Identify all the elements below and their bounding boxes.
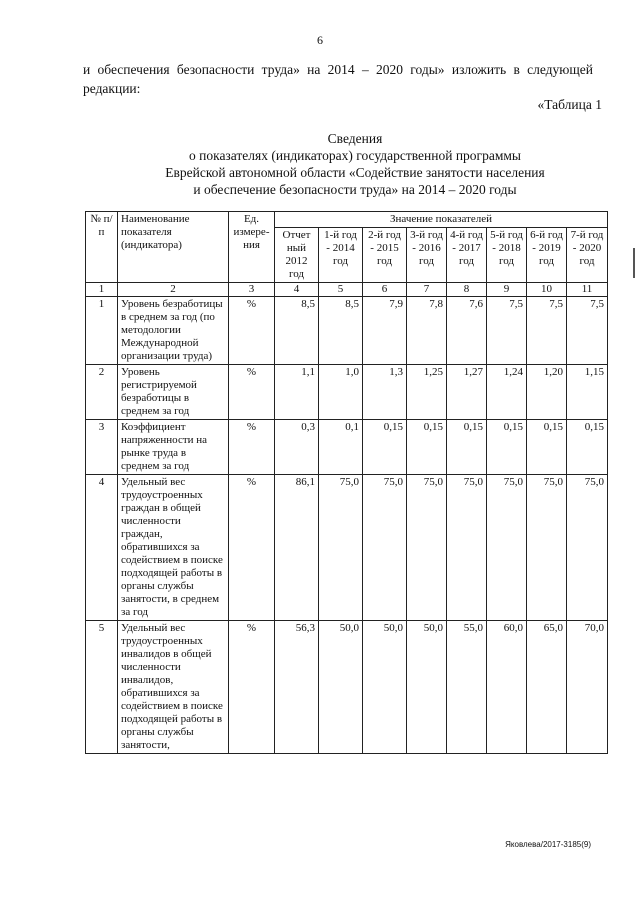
index-cell: 3 [229,283,275,297]
table-row [86,297,608,365]
row-indicator-name: Уровень регистрируемой безработицы в среднем за год [118,365,229,420]
row-value: 50,0 [319,621,363,754]
header-values-group: Значение показателей [275,212,608,228]
row-number: 3 [86,420,118,475]
row-unit: % [229,475,275,621]
row-value: 86,1 [275,475,319,621]
footer-code: Яковлева/2017-3185(9) [505,840,591,849]
row-value: 75,0 [319,475,363,621]
row-value: 1,27 [447,365,487,420]
heading-line-3: Еврейской автономной области «Содействие занятости населения [165,165,545,180]
row-value: 7,8 [407,297,447,365]
row-value: 7,9 [363,297,407,365]
header-year: 4-й год - 2017 год [447,228,487,283]
row-value: 75,0 [527,475,567,621]
row-unit: % [229,365,275,420]
index-cell: 1 [86,283,118,297]
heading-line-4: и обеспечение безопасности труда» на 2014 – 2020 годы [193,182,517,197]
row-value: 7,5 [567,297,608,365]
page-number: 6 [317,33,323,47]
row-value: 1,24 [487,365,527,420]
index-cell: 2 [118,283,229,297]
heading-line-1: Сведения [327,131,383,146]
intro-paragraph: и обеспечения безопасности труда» на 2014 – 2020 годы» изложить в следующей редакции: [83,62,593,96]
row-value: 7,5 [487,297,527,365]
row-value: 75,0 [407,475,447,621]
index-cell: 8 [447,283,487,297]
index-cell: 6 [363,283,407,297]
row-value: 1,20 [527,365,567,420]
row-indicator-name: Коэффициент напряженности на рынке труда в среднем за год [118,420,229,475]
row-value: 65,0 [527,621,567,754]
header-year: 1-й год - 2014 год [319,228,363,283]
heading-line-2: о показателях (индикаторах) государственной программы [188,148,521,163]
row-value: 56,3 [275,621,319,754]
table-index-row [86,283,608,297]
header-year: 7-й год - 2020 год [567,228,608,283]
header-year: 3-й год - 2016 год [407,228,447,283]
index-cell: 11 [567,283,608,297]
row-value: 70,0 [567,621,608,754]
row-value: 1,3 [363,365,407,420]
margin-mark [633,248,635,278]
table-reference: «Таблица 1 [537,97,602,112]
row-value: 1,15 [567,365,608,420]
indicators-table [85,211,608,754]
header-unit: Ед. измере-ния [229,212,275,283]
row-indicator-name: Удельный вес трудоустроенных инвалидов в общей численности инвалидов, обратившихся за содействием в поиске подходящей работы в органы службы занятости, [118,621,229,754]
index-cell: 4 [275,283,319,297]
index-cell: 9 [487,283,527,297]
row-value: 7,5 [527,297,567,365]
header-year: 2-й год - 2015 год [363,228,407,283]
row-value: 0,15 [567,420,608,475]
row-value: 50,0 [407,621,447,754]
row-value: 75,0 [447,475,487,621]
header-year: 6-й год - 2019 год [527,228,567,283]
row-value: 0,15 [487,420,527,475]
row-number: 1 [86,297,118,365]
row-value: 7,6 [447,297,487,365]
row-value: 1,1 [275,365,319,420]
row-value: 75,0 [363,475,407,621]
row-unit: % [229,297,275,365]
row-value: 0,15 [363,420,407,475]
row-value: 0,15 [527,420,567,475]
row-indicator-name: Уровень безработицы в среднем за год (по методологии Международной организации труда) [118,297,229,365]
row-value: 55,0 [447,621,487,754]
table-row [86,475,608,621]
document-heading [130,130,580,198]
row-indicator-name: Удельный вес трудоустроенных граждан в общей численности граждан, обратившихся за содействием в поиске подходящей работы в органы службы занятости, в среднем за год [118,475,229,621]
row-value: 8,5 [319,297,363,365]
row-unit: % [229,621,275,754]
index-cell: 10 [527,283,567,297]
row-value: 75,0 [487,475,527,621]
row-value: 60,0 [487,621,527,754]
row-value: 0,1 [319,420,363,475]
row-number: 2 [86,365,118,420]
row-value: 50,0 [363,621,407,754]
row-number: 5 [86,621,118,754]
index-cell: 5 [319,283,363,297]
row-value: 0,3 [275,420,319,475]
header-num: № п/п [86,212,118,283]
header-year: Отчет ный 2012 год [275,228,319,283]
table-row [86,621,608,754]
row-value: 8,5 [275,297,319,365]
row-value: 0,15 [447,420,487,475]
header-year: 5-й год - 2018 год [487,228,527,283]
table-row [86,420,608,475]
row-unit: % [229,420,275,475]
table-row [86,365,608,420]
table-header-row [86,212,608,228]
row-value: 75,0 [567,475,608,621]
row-value: 1,0 [319,365,363,420]
row-value: 0,15 [407,420,447,475]
header-name: Наименование показателя (индикатора) [118,212,229,283]
row-number: 4 [86,475,118,621]
row-value: 1,25 [407,365,447,420]
index-cell: 7 [407,283,447,297]
